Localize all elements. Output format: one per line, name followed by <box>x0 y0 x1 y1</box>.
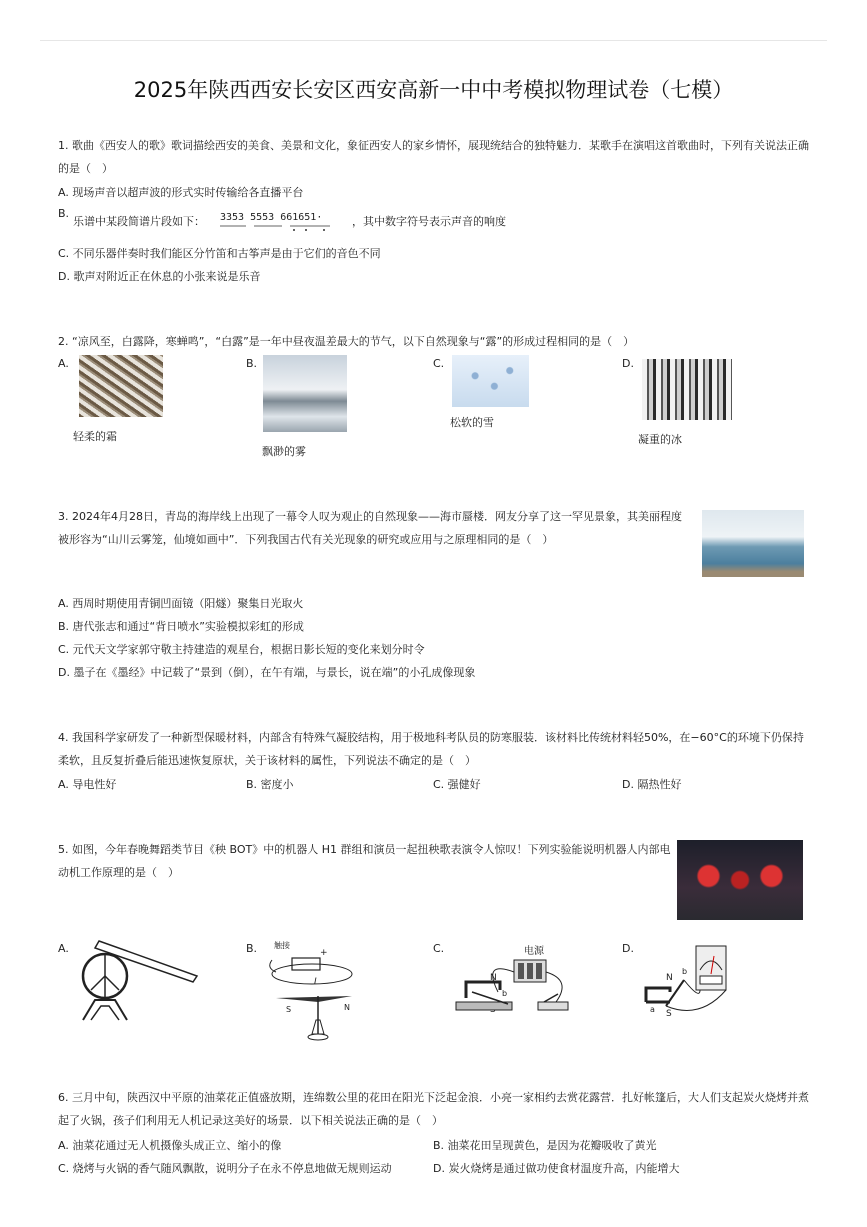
q2-stem: 2. “凉风至，白露降，寒蝉鸣”，“白露”是一年中昼夜温差最大的节气，以下自然现象与“露”的形成过程相同的是（ ） <box>58 335 635 348</box>
q6-option-c[interactable]: C. 烧烤与火锅的香气随风飘散，说明分子在永不停息地做无规则运动 <box>58 1162 392 1175</box>
q2-option-b-label[interactable]: B. <box>246 357 258 370</box>
ice-image <box>642 359 732 420</box>
b-fig-touch: 触接 <box>274 941 290 950</box>
d-fig-south: S <box>666 1009 672 1019</box>
q1-option-b-label[interactable]: B. <box>58 207 70 220</box>
oersted-diagram <box>262 938 372 1042</box>
q4-option-c[interactable]: C. 强健好 <box>433 778 481 791</box>
frost-image <box>79 355 163 417</box>
top-divider <box>40 40 827 41</box>
d-fig-b: b <box>682 967 688 976</box>
q6-stem: 6. 三月中旬，陕西汉中平原的油菜花正值盛放期，连绵数公里的花田在阳光下泛起金浪．小亮一家相约去赏花露营．扎好帐篷后，大人们支起炭火烧烤并煮起了火锅，孩子们利用无人机记录这美好的场景．以下相关说法正确的是（ ） <box>58 1091 809 1127</box>
q3-option-b[interactable]: B. 唐代张志和通过“背日喷水”实验模拟彩虹的形成 <box>58 620 304 633</box>
q1-music-notation: 3353 5553 661651· <box>220 212 323 223</box>
b-fig-north: N <box>344 1003 350 1012</box>
q1-option-c[interactable]: C. 不同乐器伴奏时我们能区分竹笛和古筝声是由于它们的音色不同 <box>58 247 381 260</box>
q2-caption-b: 飘渺的雾 <box>262 445 306 458</box>
mirage-image <box>702 510 804 577</box>
q1-option-d[interactable]: D. 歌声对附近正在休息的小张来说是乐音 <box>58 270 261 283</box>
induction-diagram <box>640 940 740 1020</box>
q2-option-d-label[interactable]: D. <box>622 357 634 370</box>
q1-option-b-post: ，其中数字符号表示声音的响度 <box>352 215 506 228</box>
q2-option-c-label[interactable]: C. <box>433 357 445 370</box>
q1-notation-dots <box>220 225 350 233</box>
q6-option-d[interactable]: D. 炭火烧烤是通过做功使食材温度升高，内能增大 <box>433 1162 680 1175</box>
q6-option-a[interactable]: A. 油菜花通过无人机摄像头成正立、缩小的像 <box>58 1139 282 1152</box>
page-title: 2025年陕西西安长安区西安高新一中中考模拟物理试卷（七模） <box>133 78 734 102</box>
d-fig-a: a <box>650 1005 655 1014</box>
q3-option-c[interactable]: C. 元代天文学家郭守敬主持建造的观星台，根据日影长短的变化来划分时令 <box>58 643 425 656</box>
q5-option-d-label[interactable]: D. <box>622 942 634 955</box>
q2-caption-a: 轻柔的霜 <box>73 430 117 443</box>
motor-principle-diagram <box>452 940 582 1020</box>
q4-option-b[interactable]: B. 密度小 <box>246 778 294 791</box>
q5-option-a-label[interactable]: A. <box>58 942 69 955</box>
robot-dance-image <box>677 840 803 920</box>
b-fig-current: I <box>314 977 317 987</box>
b-fig-south: S <box>286 1005 292 1014</box>
q5-option-c-label[interactable]: C. <box>433 942 445 955</box>
q4-stem: 4. 我国科学家研发了一种新型保暖材料，内部含有特殊气凝胶结构，用于极地科考队员的防寒服装．该材料比传统材料轻50%，在−60°C的环境下仍保持柔软，且反复折叠后能迅速恢复原状，关于该材料的属性，下列说法不确定的是（ ） <box>58 731 804 767</box>
q3-option-a[interactable]: A. 西周时期使用青铜凹面镜（阳燧）聚集日光取火 <box>58 597 304 610</box>
q4-option-d[interactable]: D. 隔热性好 <box>622 778 682 791</box>
q5-option-b-label[interactable]: B. <box>246 942 258 955</box>
q1-option-a[interactable]: A. 现场声音以超声波的形式实时传输给各直播平台 <box>58 186 304 199</box>
q6-option-b[interactable]: B. 油菜花田呈现黄色，是因为花瓣吸收了黄光 <box>433 1139 657 1152</box>
q5-stem: 5. 如图，今年春晚舞蹈类节目《秧 BOT》中的机器人 H1 群组和演员一起扭秧歌表演令人惊叹！下列实验能说明机器人内部电动机工作原理的是（ ） <box>58 843 671 879</box>
q1-option-b-text: 乐谱中某段简谱片段如下： <box>73 215 205 228</box>
q2-caption-d: 凝重的冰 <box>638 433 682 446</box>
generator-wheel-diagram <box>75 938 201 1024</box>
d-fig-north: N <box>666 973 673 983</box>
q3-option-d[interactable]: D. 墨子在《墨经》中记载了“景到（倒），在午有端，与景长，说在端”的小孔成像现象 <box>58 666 476 679</box>
q3-stem: 3. 2024年4月28日，青岛的海岸线上出现了一幕令人叹为观止的自然现象——海市蜃楼．网友分享了这一罕见景象，其美丽程度被形容为“山川云雾笼，仙境如画中”．下列我国古代有关光现象的研究或应用与之原理相同的是（ ） <box>58 510 682 546</box>
c-fig-north: N <box>490 973 497 983</box>
c-fig-power: 电源 <box>524 946 544 957</box>
q4-option-a[interactable]: A. 导电性好 <box>58 778 117 791</box>
fog-image <box>263 355 347 432</box>
q2-option-a-label[interactable]: A. <box>58 357 69 370</box>
q2-caption-c: 松软的雪 <box>450 416 494 429</box>
c-fig-b: b <box>502 989 508 998</box>
b-fig-plus: + <box>320 948 328 958</box>
snow-image <box>452 355 529 407</box>
q1-stem: 1. 歌曲《西安人的歌》歌词描绘西安的美食、美景和文化，象征西安人的家乡情怀，展现统结合的独特魅力．某歌手在演唱这首歌曲时，下列有关说法正确的是（ ） <box>58 139 809 175</box>
